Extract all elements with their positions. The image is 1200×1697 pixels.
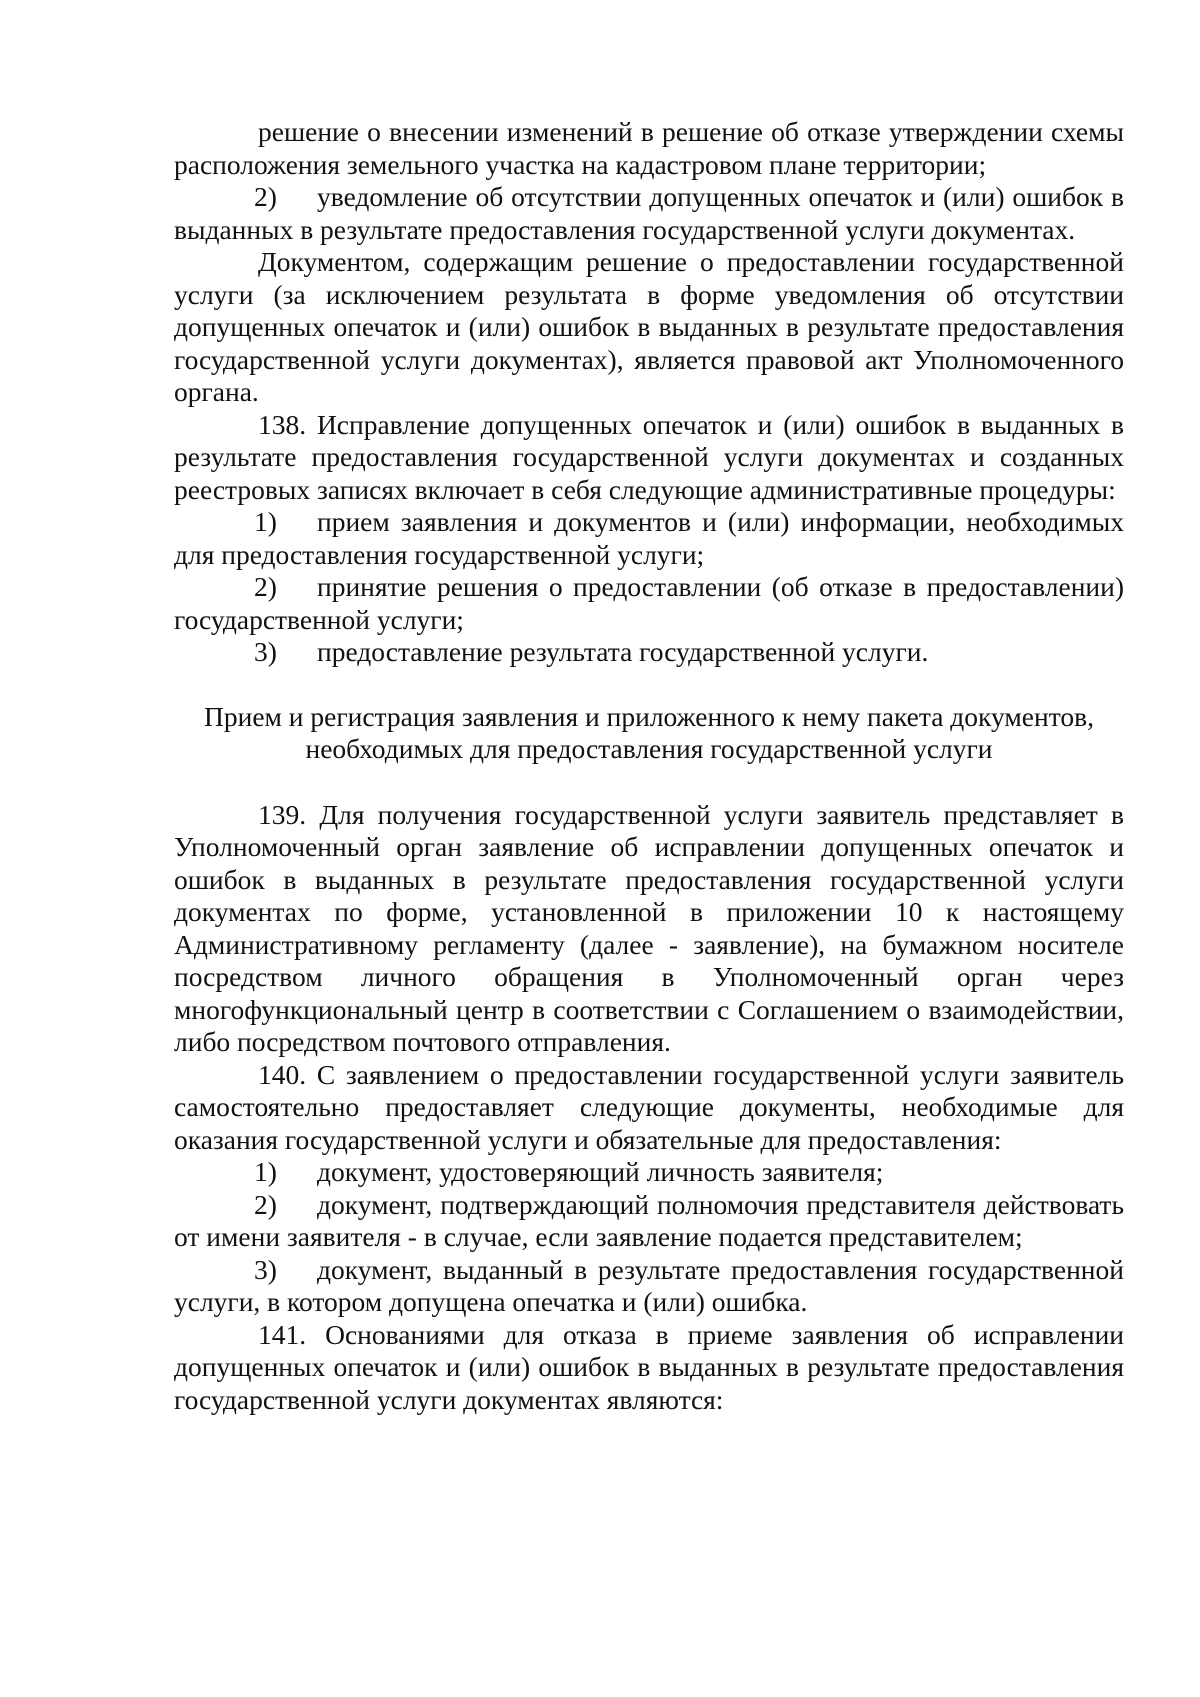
section-heading-line-1: Прием и регистрация заявления и приложенного к нему пакета документов,: [204, 700, 1094, 732]
list-item-text: документ, удостоверяющий личность заявителя;: [317, 1156, 884, 1187]
list-item: [174, 1254, 1124, 1319]
list-item: [174, 506, 1124, 571]
section-heading-line-2: необходимых для предоставления государственной услуги: [305, 733, 993, 764]
document-page: [174, 116, 1124, 1416]
list-item-number: 3): [254, 1253, 277, 1285]
section-heading: [174, 701, 1124, 766]
list-item-number: 2): [254, 1188, 277, 1220]
paragraph-141: 141. Основаниями для отказа в приеме заявления об исправлении допущенных опечаток и (или) ошибок в выданных в результате предоставления государственной услуги документах являются:: [174, 1318, 1124, 1415]
paragraph-decision-amendment: решение о внесении изменений в решение об отказе утверждении схемы расположения земельного участка на кадастровом плане территории;: [174, 116, 1124, 180]
spacer: [174, 766, 1124, 799]
spacer: [174, 669, 1124, 701]
list-item: [174, 571, 1124, 636]
list-item-text: документ, выданный в результате предоставления государственной услуги, в котором допущена опечатка и (или) ошибка.: [174, 1253, 1124, 1317]
paragraph-138: 138. Исправление допущенных опечаток и (или) ошибок в выданных в результате предоставления государственной услуги документах и созданных реестровых записях включает в себя следующие административные процедуры:: [174, 408, 1124, 505]
list-item: [174, 181, 1124, 246]
list-item-number: 1): [254, 506, 277, 537]
list-item: [174, 1156, 1124, 1189]
list-item-number: 3): [254, 636, 277, 667]
list-item: [174, 636, 1124, 669]
list-item-text: предоставление результата государственной услуги.: [317, 636, 929, 667]
paragraph-140: 140. С заявлением о предоставлении государственной услуги заявитель самостоятельно предоставляет следующие документы, необходимые для оказания государственной услуги и обязательные для предоставления:: [174, 1058, 1124, 1155]
list-item-text: прием заявления и документов и (или) информации, необходимых для предоставления государственной услуги;: [174, 506, 1124, 570]
list-item-text: документ, подтверждающий полномочия представителя действовать от имени заявителя - в случае, если заявление подается представителем;: [174, 1188, 1124, 1252]
list-item-text: уведомление об отсутствии допущенных опечаток и (или) ошибок в выданных в результате предоставления государственной услуги документах.: [174, 181, 1124, 245]
list-item-number: 2): [254, 571, 277, 602]
list-item-number: 1): [254, 1156, 277, 1187]
paragraph-139: 139. Для получения государственной услуги заявитель представляет в Уполномоченный орган заявление об исправлении допущенных опечаток и ошибок в выданных в результате предоставления государственной услуги документах по форме, установленной в приложении 10 к настоящему Административному регламенту (далее - заявление), на бумажном носителе посредством личного обращения в Уполномоченный орган через многофункциональный центр в соответствии с Соглашением о взаимодействии, либо посредством почтового отправления.: [174, 798, 1124, 1057]
list-item-text: принятие решения о предоставлении (об отказе в предоставлении) государственной услуги;: [174, 571, 1124, 635]
paragraph-decision-document: Документом, содержащим решение о предоставлении государственной услуги (за исключением результата в форме уведомления об отсутствии допущенных опечаток и (или) ошибок в выданных в результате предоставления государственной услуги документах), является правовой акт Уполномоченного органа.: [174, 246, 1124, 407]
list-item-number: 2): [254, 181, 277, 212]
list-item: [174, 1189, 1124, 1254]
